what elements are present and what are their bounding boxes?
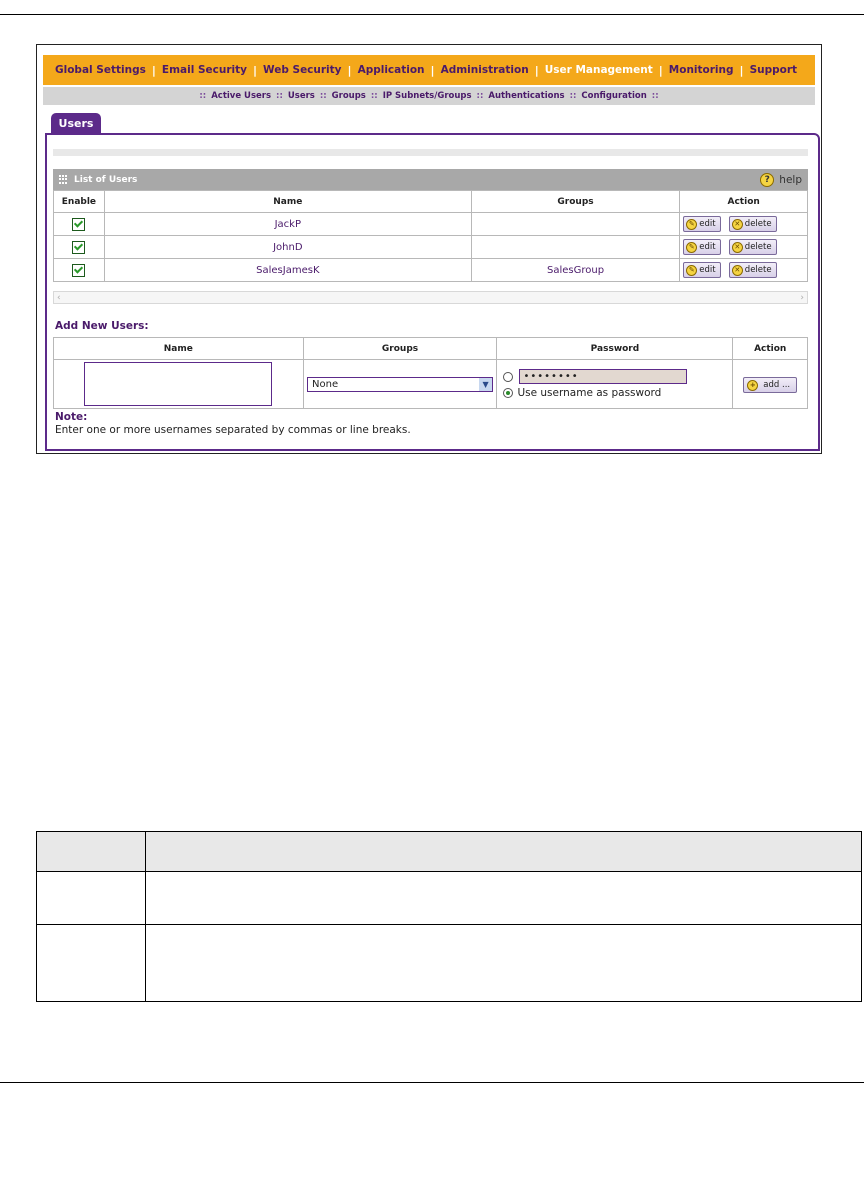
list-title: List of Users: [74, 174, 138, 185]
subnav-active-users[interactable]: Active Users: [211, 91, 272, 101]
nav-application[interactable]: Application: [357, 64, 425, 76]
table-row: [54, 236, 808, 259]
edit-button[interactable]: ✎ edit: [683, 262, 720, 278]
add-button[interactable]: + add ...: [743, 377, 797, 393]
subnav-authentications[interactable]: Authentications: [488, 91, 565, 101]
description-row: [37, 925, 862, 1002]
add-user-row: [54, 360, 808, 409]
note-text: Enter one or more usernames separated by commas or line breaks.: [55, 424, 411, 436]
add-table-header: [54, 338, 808, 360]
nav-monitoring[interactable]: Monitoring: [668, 64, 734, 76]
delete-icon: ✕: [732, 242, 743, 253]
main-nav: Global Settings | Email Security | Web Security | Application | Administration | User Management | Monitoring | Support: [43, 55, 815, 85]
description-header-row: [37, 832, 862, 872]
users-screenshot: [36, 44, 822, 454]
add-col-password: Password: [497, 338, 733, 360]
user-group: SalesGroup: [471, 259, 679, 282]
chevron-down-icon[interactable]: ▼: [479, 378, 492, 391]
table-row: [54, 259, 808, 282]
scroll-left-icon[interactable]: ‹: [57, 292, 61, 303]
table-row: [54, 213, 808, 236]
edit-icon: ✎: [686, 219, 697, 230]
add-users-table: [53, 337, 808, 409]
edit-button[interactable]: ✎ edit: [683, 216, 720, 232]
col-groups: Groups: [471, 191, 679, 213]
horizontal-scrollbar[interactable]: [53, 291, 808, 304]
edit-icon: ✎: [686, 265, 697, 276]
subnav-users[interactable]: Users: [287, 91, 315, 101]
nav-global-settings[interactable]: Global Settings: [55, 64, 146, 76]
delete-icon: ✕: [732, 219, 743, 230]
nav-web-security[interactable]: Web Security: [263, 64, 342, 76]
new-usernames-textarea[interactable]: [84, 362, 272, 406]
description-table: [36, 831, 862, 1002]
edit-icon: ✎: [686, 242, 697, 253]
nav-user-management[interactable]: User Management: [544, 64, 653, 76]
delete-icon: ✕: [732, 265, 743, 276]
use-username-radio[interactable]: [503, 388, 513, 398]
password-input[interactable]: ••••••••: [519, 369, 687, 384]
add-col-groups: Groups: [303, 338, 497, 360]
description-row: [37, 872, 862, 925]
page-top-rule: [0, 14, 864, 15]
col-name: Name: [104, 191, 471, 213]
grid-icon: [59, 175, 68, 184]
subnav-groups[interactable]: Groups: [331, 91, 366, 101]
list-of-users-header: [53, 169, 808, 190]
help-icon: ?: [760, 173, 774, 187]
users-table: [53, 190, 808, 282]
password-radio[interactable]: [503, 372, 513, 382]
enable-checkbox[interactable]: [72, 218, 85, 231]
subnav-configuration[interactable]: Configuration: [581, 91, 647, 101]
use-username-label: Use username as password: [517, 387, 662, 399]
user-name: SalesJamesK: [104, 259, 471, 282]
help-link[interactable]: [760, 173, 802, 187]
nav-administration[interactable]: Administration: [440, 64, 529, 76]
group-select[interactable]: [307, 377, 493, 392]
user-name: JohnD: [104, 236, 471, 259]
enable-checkbox[interactable]: [72, 241, 85, 254]
edit-button[interactable]: ✎ edit: [683, 239, 720, 255]
page-bottom-rule: [0, 1082, 864, 1083]
help-label: help: [779, 173, 802, 186]
sub-nav: :: Active Users :: Users :: Groups :: IP Subnets/Groups :: Authentications :: Configuration ::: [43, 87, 815, 105]
enable-checkbox[interactable]: [72, 264, 85, 277]
users-table-header: [54, 191, 808, 213]
add-col-action: Action: [733, 338, 808, 360]
delete-button[interactable]: ✕ delete: [729, 262, 777, 278]
add-new-users-title: Add New Users:: [55, 320, 149, 332]
col-enable: Enable: [54, 191, 105, 213]
user-group: [471, 213, 679, 236]
col-action: Action: [680, 191, 808, 213]
note: [55, 411, 411, 437]
add-icon: +: [747, 380, 758, 391]
add-col-name: Name: [54, 338, 304, 360]
nav-support[interactable]: Support: [749, 64, 798, 76]
group-select-value: None: [312, 378, 339, 390]
delete-button[interactable]: ✕ delete: [729, 239, 777, 255]
user-name: JackP: [104, 213, 471, 236]
user-group: [471, 236, 679, 259]
scroll-right-icon[interactable]: ›: [800, 292, 804, 303]
tab-users[interactable]: Users: [51, 113, 101, 134]
nav-email-security[interactable]: Email Security: [161, 64, 247, 76]
progress-strip: [53, 149, 808, 156]
note-title: Note:: [55, 411, 88, 423]
delete-button[interactable]: ✕ delete: [729, 216, 777, 232]
subnav-ip-subnets-groups[interactable]: IP Subnets/Groups: [382, 91, 472, 101]
